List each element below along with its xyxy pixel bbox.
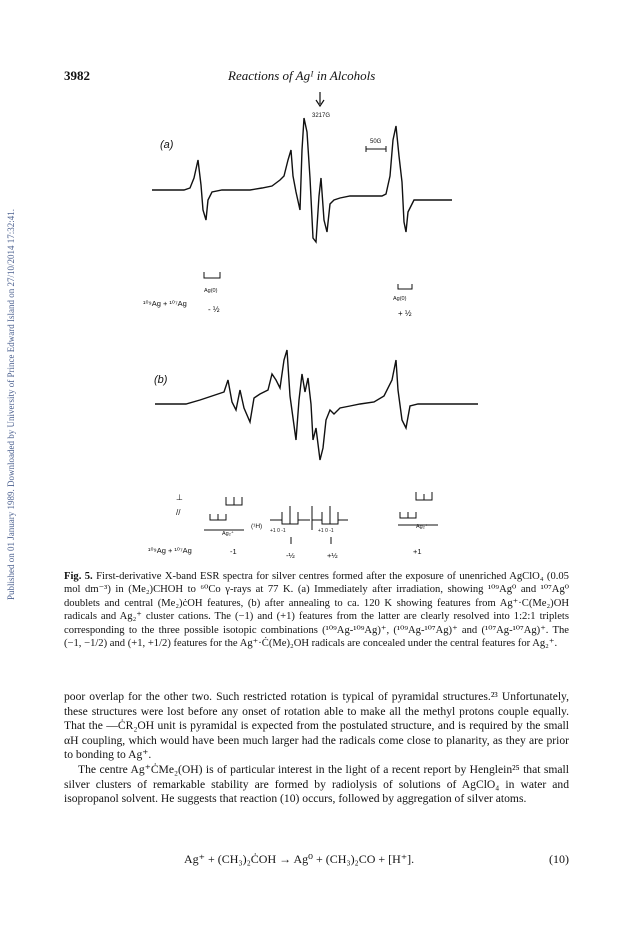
scale-bar-label: 50G bbox=[370, 139, 382, 145]
panel-b-value-m1: -1 bbox=[230, 547, 237, 556]
paragraph-1: poor overlap for the other two. Such restricted rotation is typical of pyramidal structures.²³ Unfortunately, these structures were lost before any onset of rotation able to make all the methyl protons couple equally. That the —ĊR₂OH unit is pyramidal is expected from the postulated structure, and is required by the small αH coupling, which would have been much larger had the radicals come close to planarity, as they are prior to bonding to Ag⁺. bbox=[64, 690, 569, 762]
panel-b-value-phalf: +½ bbox=[327, 551, 338, 560]
parallel-symbol: // bbox=[176, 508, 181, 517]
panel-a-isotope-label: ¹⁰⁹Ag + ¹⁰⁷Ag bbox=[143, 299, 187, 308]
center-left-triplet bbox=[270, 506, 310, 524]
panel-b-left-triplet-bottom bbox=[210, 514, 226, 520]
body-text bbox=[64, 690, 569, 807]
publication-side-note: Published on 01 January 1989. Downloaded by University of Prince Edward Island on 27/10/2014 17:32:41. bbox=[6, 209, 16, 600]
caption-label: Fig. 5. bbox=[64, 571, 93, 582]
perp-symbol: ⊥ bbox=[176, 493, 183, 502]
panel-b-isotope-label: ¹⁰⁹Ag + ¹⁰⁷Ag bbox=[148, 546, 192, 555]
panel-a-left-value: - ½ bbox=[208, 305, 220, 314]
panel-b-ag2-right: Ag₂⁺ bbox=[416, 524, 428, 530]
equation-expression: Ag⁺ + (CH₃)₂ĊOH → Ag⁰ + (CH₃)₂CO + [H⁺]. bbox=[184, 852, 415, 866]
scale-bar bbox=[366, 146, 386, 152]
center-left-ticks: +1 0 -1 bbox=[270, 528, 286, 534]
center-right-ticks: +1 0 -1 bbox=[318, 528, 334, 534]
equation-number: (10) bbox=[549, 852, 569, 866]
proton-label: (¹H) bbox=[251, 523, 263, 530]
running-title: Reactions of Agᴵ in Alcohols bbox=[228, 68, 376, 83]
center-right-triplet bbox=[312, 506, 348, 524]
paragraph-2: The centre Ag⁺ĊMe₂(OH) is of particular interest in the light of a recent report by Henglein²⁵ that small silver clusters of remarkable stability are formed by radiolysis of solutions of AgClO₄ in water and isopropanol solvent. He suggests that reaction (10) occurs, followed by aggregation of silver atoms. bbox=[64, 762, 569, 806]
spectrum-a-trace bbox=[152, 118, 452, 242]
panel-b-right-triplet-bottom bbox=[400, 512, 416, 518]
panel-a-right-doublet-bracket bbox=[398, 284, 412, 289]
panel-b-label: (b) bbox=[154, 374, 168, 386]
field-marker-label: 3217G bbox=[312, 113, 331, 119]
panel-a-label: (a) bbox=[160, 139, 174, 151]
panel-b-ag2-left: Ag₂⁺ bbox=[222, 531, 234, 537]
panel-a-left-doublet-bracket bbox=[204, 272, 220, 278]
panel-b-right-triplet-top bbox=[416, 492, 432, 500]
panel-b-value-p1: +1 bbox=[413, 547, 422, 556]
panel-a-right-value: + ½ bbox=[398, 309, 412, 318]
spectrum-b-trace bbox=[155, 350, 478, 460]
panel-a-left-label: Ag(0) bbox=[204, 288, 218, 294]
page-number: 3982 bbox=[64, 68, 90, 83]
panel-b-value-mhalf: -½ bbox=[286, 551, 295, 560]
panel-a-right-label: Ag(0) bbox=[393, 296, 407, 302]
panel-b-left-triplet-top bbox=[226, 497, 242, 505]
figure-caption bbox=[64, 570, 569, 650]
caption-text: First-derivative X-band ESR spectra for silver centres formed after the exposure of unenriched AgClO₄ (0.05 mol dm⁻³) in (Me₂)CHOH to ⁶⁰Co γ-rays at 77 K. (a) Immediately after irradiation, showing ¹⁰⁹Ag⁰ and ¹⁰⁷Ag⁰ doublets and central (Me₂)ċOH features, (b) after annealing to ca. 120 K showing features from Ag⁺·C(Me₂)OH radicals and Ag₂⁺ cluster cations. The (−1) and (+1) features from the latter are clearly resolved into 1:2:1 triplets corresponding to the three possible isotopic combinations (¹⁰⁹Ag-¹⁰⁹Ag)⁺, (¹⁰⁹Ag-¹⁰⁷Ag)⁺ and (¹⁰⁷Ag-¹⁰⁷Ag)⁺. The (−1, −1/2) and (+1, +1/2) features for the Ag⁺·Ċ(Me)₂OH radicals are concealed under the central features for Ag₂⁺. bbox=[64, 571, 569, 650]
